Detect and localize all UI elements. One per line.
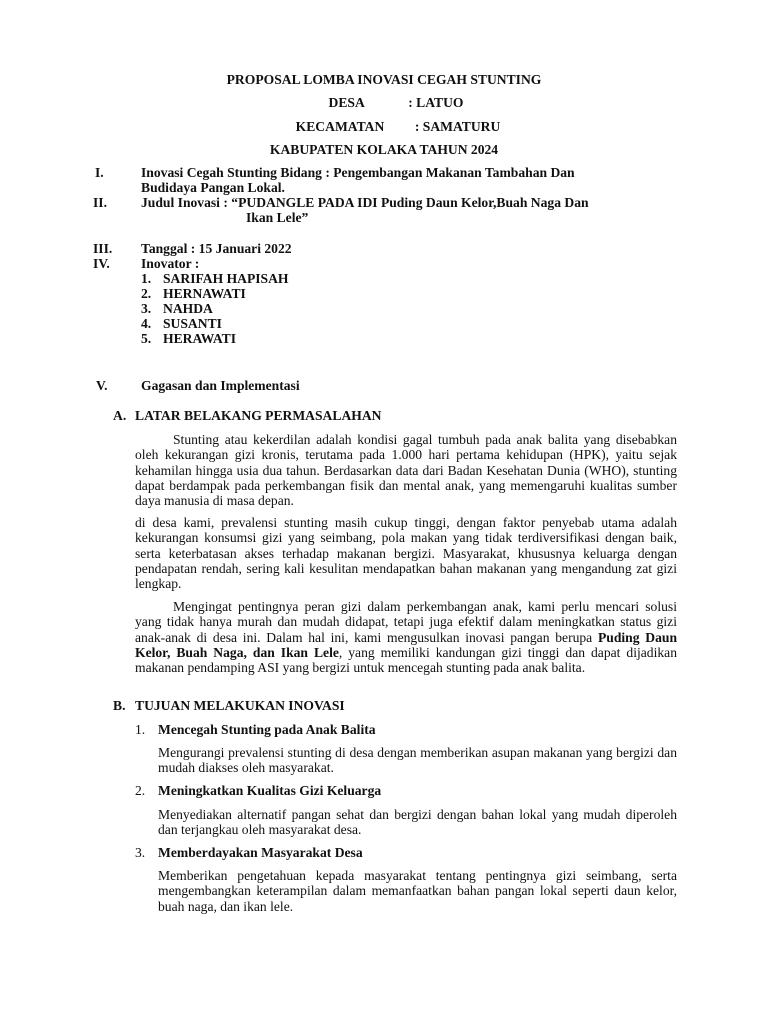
background-paragraph-2: di desa kami, prevalensi stunting masih cukup tinggi, dengan faktor penyebab utama adalah kekurangan konsumsi gizi yang seimbang, pola makan yang tidak terdiversifikasi dengan baik, serta keterbatasan akses terhadap makanan bergizi. Masyarakat, khususnya keluarga dengan pendapatan rendah, sering kali kesulitan mendapatkan bahan makanan yang mengandung zat gizi lengkap. bbox=[135, 515, 677, 592]
kecamatan-line: KECAMATAN : SAMATURU bbox=[295, 119, 501, 134]
paragraph-3-text: Mengingat pentingnya peran gizi dalam perkembangan anak, kami perlu mencari solusi yang tidak hanya murah dan mudah didapat, tetapi juga efektif dalam meningkatkan status gizi anak-anak di desa ini. Dalam hal ini, kami mengusulkan inovasi pangan berupa bbox=[135, 599, 677, 645]
desa-line: DESA : LATUO bbox=[328, 95, 464, 110]
innovator-number: 3. bbox=[141, 301, 152, 316]
background-paragraph-1: Stunting atau kekerdilan adalah kondisi gagal tumbuh pada anak balita yang disebabkan oleh kekurangan gizi kronis, terutama pada 1.000 hari pertama kehidupan (HPK), yaitu sejak kehamilan hingga usia dua tahun. Berdasarkan data dari Badan Kesehatan Dunia (WHO), stunting dapat berdampak pada perkembangan fisik dan mental anak, yang memengaruhi kualitas sumber daya manusia di masa depan. bbox=[135, 432, 677, 509]
goal-description: Memberikan pengetahuan kepada masyarakat tentang pentingnya gizi seimbang, serta mengembangkan keterampilan dalam memanfaatkan bahan pangan lokal seperti daun kelor, buah naga, dan ikan lele. bbox=[158, 868, 677, 914]
section-iv-label: Inovator : bbox=[141, 256, 200, 271]
part-b-title: TUJUAN MELAKUKAN INOVASI bbox=[135, 698, 345, 713]
section-iii-date: Tanggal : 15 Januari 2022 bbox=[141, 241, 292, 256]
goal-number: 1. bbox=[135, 722, 146, 737]
innovator-number: 5. bbox=[141, 331, 152, 346]
section-i-line1: Inovasi Cegah Stunting Bidang : Pengembangan Makanan Tambahan Dan bbox=[141, 165, 575, 180]
section-i-line2: Budidaya Pangan Lokal. bbox=[141, 180, 285, 195]
innovator-name: HERNAWATI bbox=[163, 286, 246, 301]
goal-title: Mencegah Stunting pada Anak Balita bbox=[158, 722, 376, 737]
section-v-number: V. bbox=[96, 378, 108, 393]
section-i-number: I. bbox=[95, 165, 104, 180]
innovator-name: SUSANTI bbox=[163, 316, 222, 331]
goal-number: 2. bbox=[135, 783, 146, 798]
innovator-number: 2. bbox=[141, 286, 152, 301]
document-title: PROPOSAL LOMBA INOVASI CEGAH STUNTING bbox=[226, 72, 542, 87]
goal-description: Menyediakan alternatif pangan sehat dan bergizi dengan bahan lokal yang mudah diperoleh dan terjangkau oleh masyarakat desa. bbox=[158, 807, 677, 838]
section-ii-line1: Judul Inovasi : “PUDANGLE PADA IDI Puding Daun Kelor,Buah Naga Dan bbox=[141, 195, 589, 210]
innovator-name: HERAWATI bbox=[163, 331, 237, 346]
innovation-name-emphasis: Puding Daun Kelor, Buah Naga, dan Ikan Lele bbox=[135, 629, 677, 660]
innovator-name: NAHDA bbox=[163, 301, 213, 316]
goal-title: Meningkatkan Kualitas Gizi Keluarga bbox=[158, 783, 382, 798]
section-ii-line2: Ikan Lele” bbox=[246, 210, 309, 225]
paragraph-3-text-end: , yang memiliki kandungan gizi tinggi dan dapat dijadikan makanan pendamping ASI yang bergizi untuk mencegah stunting pada anak balita. bbox=[135, 644, 677, 676]
goal-title: Memberdayakan Masyarakat Desa bbox=[158, 845, 363, 860]
section-iv-number: IV. bbox=[93, 256, 110, 271]
kabupaten-line: KABUPATEN KOLAKA TAHUN 2024 bbox=[269, 142, 499, 157]
innovator-number: 4. bbox=[141, 316, 152, 331]
goal-description: Mengurangi prevalensi stunting di desa dengan memberikan asupan makanan yang bergizi dan mudah diakses oleh masyarakat. bbox=[158, 745, 677, 776]
innovator-name: SARIFAH HAPISAH bbox=[163, 271, 289, 286]
innovator-number: 1. bbox=[141, 271, 152, 286]
section-ii-number: II. bbox=[93, 195, 107, 210]
part-a-title: LATAR BELAKANG PERMASALAHAN bbox=[135, 408, 382, 423]
background-paragraph-3 bbox=[135, 599, 677, 675]
section-iii-number: III. bbox=[93, 241, 113, 256]
goal-number: 3. bbox=[135, 845, 146, 860]
part-b-letter: B. bbox=[113, 698, 126, 713]
section-v-label: Gagasan dan Implementasi bbox=[141, 378, 300, 393]
part-a-letter: A. bbox=[113, 408, 127, 423]
